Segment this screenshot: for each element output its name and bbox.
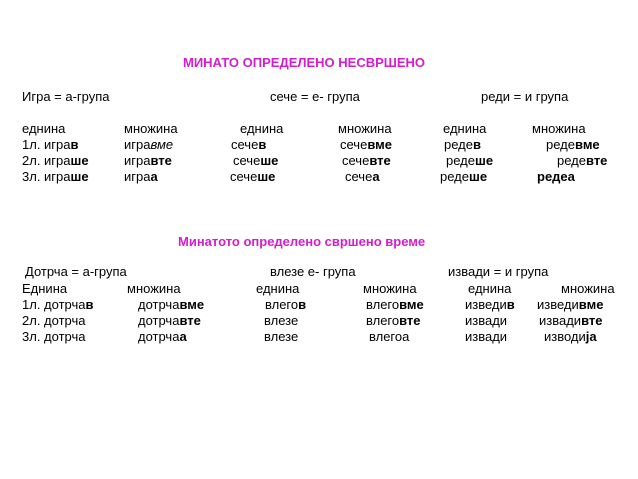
- group-e-header-2: влезе е- група: [270, 264, 356, 279]
- col-head-singular-a: еднина: [22, 121, 66, 136]
- group-a-header: Игра = а-група: [22, 89, 110, 104]
- section1-title: МИНАТО ОПРЕДЕЛЕНО НЕСВРШЕНО: [183, 55, 426, 70]
- conj-cell: дотрчавте: [138, 313, 201, 328]
- group-a-header-2: Дотрча = а-група: [25, 264, 127, 279]
- conj-cell: влезе: [264, 313, 299, 328]
- conj-cell: сечев: [231, 137, 267, 152]
- conj-cell: редеа: [537, 169, 575, 184]
- conj-cell: дотрчавме: [138, 297, 205, 312]
- conj-cell: изводија: [544, 329, 597, 344]
- col-head-singular-a-2: Еднина: [22, 281, 68, 296]
- conj-cell: влегов: [265, 297, 307, 312]
- conj-cell: извади: [465, 329, 508, 344]
- conj-cell: влезе: [264, 329, 299, 344]
- col-head-plural-a: множина: [124, 121, 178, 136]
- conj-cell: изведивме: [537, 297, 604, 312]
- conj-cell: извади: [465, 313, 508, 328]
- group-i-header-2: извади = и група: [448, 264, 549, 279]
- conj-cell: редеше: [440, 169, 488, 184]
- conj-cell: сечевме: [340, 137, 392, 152]
- conj-cell: редевте: [557, 153, 608, 168]
- conj-cell: извадивте: [539, 313, 603, 328]
- col-head-plural-a-2: множина: [127, 281, 181, 296]
- conj-cell: влеговте: [366, 313, 421, 328]
- group-i-header: реди = и група: [481, 89, 569, 104]
- conj-cell: сечеше: [230, 169, 276, 184]
- conj-cell: играа: [124, 169, 158, 184]
- conj-cell: влегоа: [369, 329, 410, 344]
- col-head-plural-i-2: множина: [561, 281, 615, 296]
- conj-cell: 2л. играше: [22, 153, 89, 168]
- conj-cell: 1л. дотрчав: [22, 297, 94, 312]
- conj-cell: игравте: [124, 153, 172, 168]
- col-head-plural-e-2: множина: [363, 281, 417, 296]
- conj-cell: редевме: [546, 137, 600, 152]
- conj-cell: влеговме: [366, 297, 424, 312]
- col-head-singular-i-2: еднина: [468, 281, 512, 296]
- group-e-header: сече = е- група: [270, 89, 360, 104]
- conj-cell: сечевте: [342, 153, 391, 168]
- conj-cell: сечеше: [233, 153, 279, 168]
- conj-cell: изведив: [465, 297, 515, 312]
- conj-cell: дотрчаа: [138, 329, 187, 344]
- col-head-singular-i: еднина: [443, 121, 487, 136]
- conj-cell: 3л. дотрча: [22, 329, 86, 344]
- conj-cell: игравме: [124, 137, 174, 152]
- conj-cell: 3л. играше: [22, 169, 89, 184]
- col-head-plural-i: множина: [532, 121, 586, 136]
- conj-cell: 2л. дотрча: [22, 313, 86, 328]
- col-head-singular-e-2: еднина: [256, 281, 300, 296]
- conj-cell: 1л. играв: [22, 137, 79, 152]
- section2-title: Минатото определено свршено време: [178, 234, 426, 249]
- col-head-singular-e: еднина: [240, 121, 284, 136]
- conj-cell: редеше: [446, 153, 494, 168]
- conj-cell: сечеа: [345, 169, 380, 184]
- conj-cell: редев: [444, 137, 481, 152]
- col-head-plural-e: множина: [338, 121, 392, 136]
